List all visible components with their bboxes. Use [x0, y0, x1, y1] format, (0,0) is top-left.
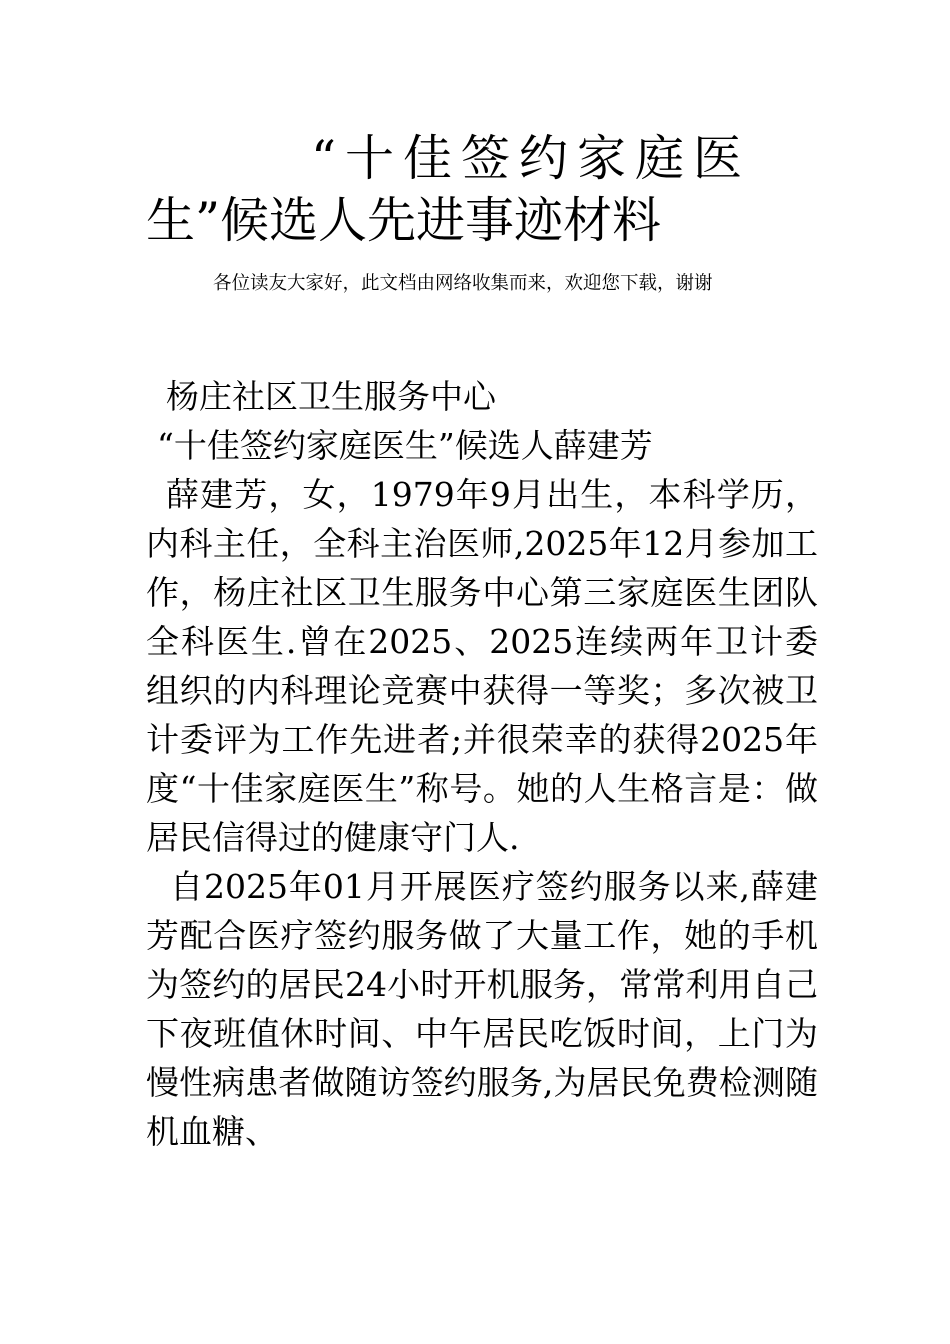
body-paragraph-candidate: “十佳签约家庭医生”候选人薛建芳: [157, 426, 653, 465]
intro-note: 各位读友大家好，此文档由网络收集而来，欢迎您下载，谢谢: [213, 273, 713, 294]
body-paragraph-service: 自2025年01月开展医疗签约服务以来,薛建芳配合医疗签约服务做了大量工作，她的手机为签约的居民24小时开机服务，常常利用自己下夜班值休时间、中午居民吃饭时间，上门为慢性病患者做随访签约服务,为居民免费检测随机血糖、: [146, 867, 818, 1151]
document-title-line-1: “十佳签约家庭医: [311, 130, 752, 187]
document-title: [146, 128, 816, 252]
document-body: [146, 372, 818, 1156]
body-paragraph-profile: 薛建芳，女，1979年9月出生，本科学历，内科主任，全科主治医师,2025年12月参加工作，杨庄社区卫生服务中心第三家庭医生团队全科医生.曾在2025、2025连续两年卫计委组织的内科理论竞赛中获得一等奖；多次被卫计委评为工作先进者;并很荣幸的获得2025年度“十佳家庭医生”称号。她的人生格言是：做居民信得过的健康守门人.: [146, 475, 818, 857]
body-paragraph-unit: 杨庄社区卫生服务中心: [166, 377, 496, 416]
document-title-line-2: 生”候选人先进事迹材料: [146, 192, 662, 249]
